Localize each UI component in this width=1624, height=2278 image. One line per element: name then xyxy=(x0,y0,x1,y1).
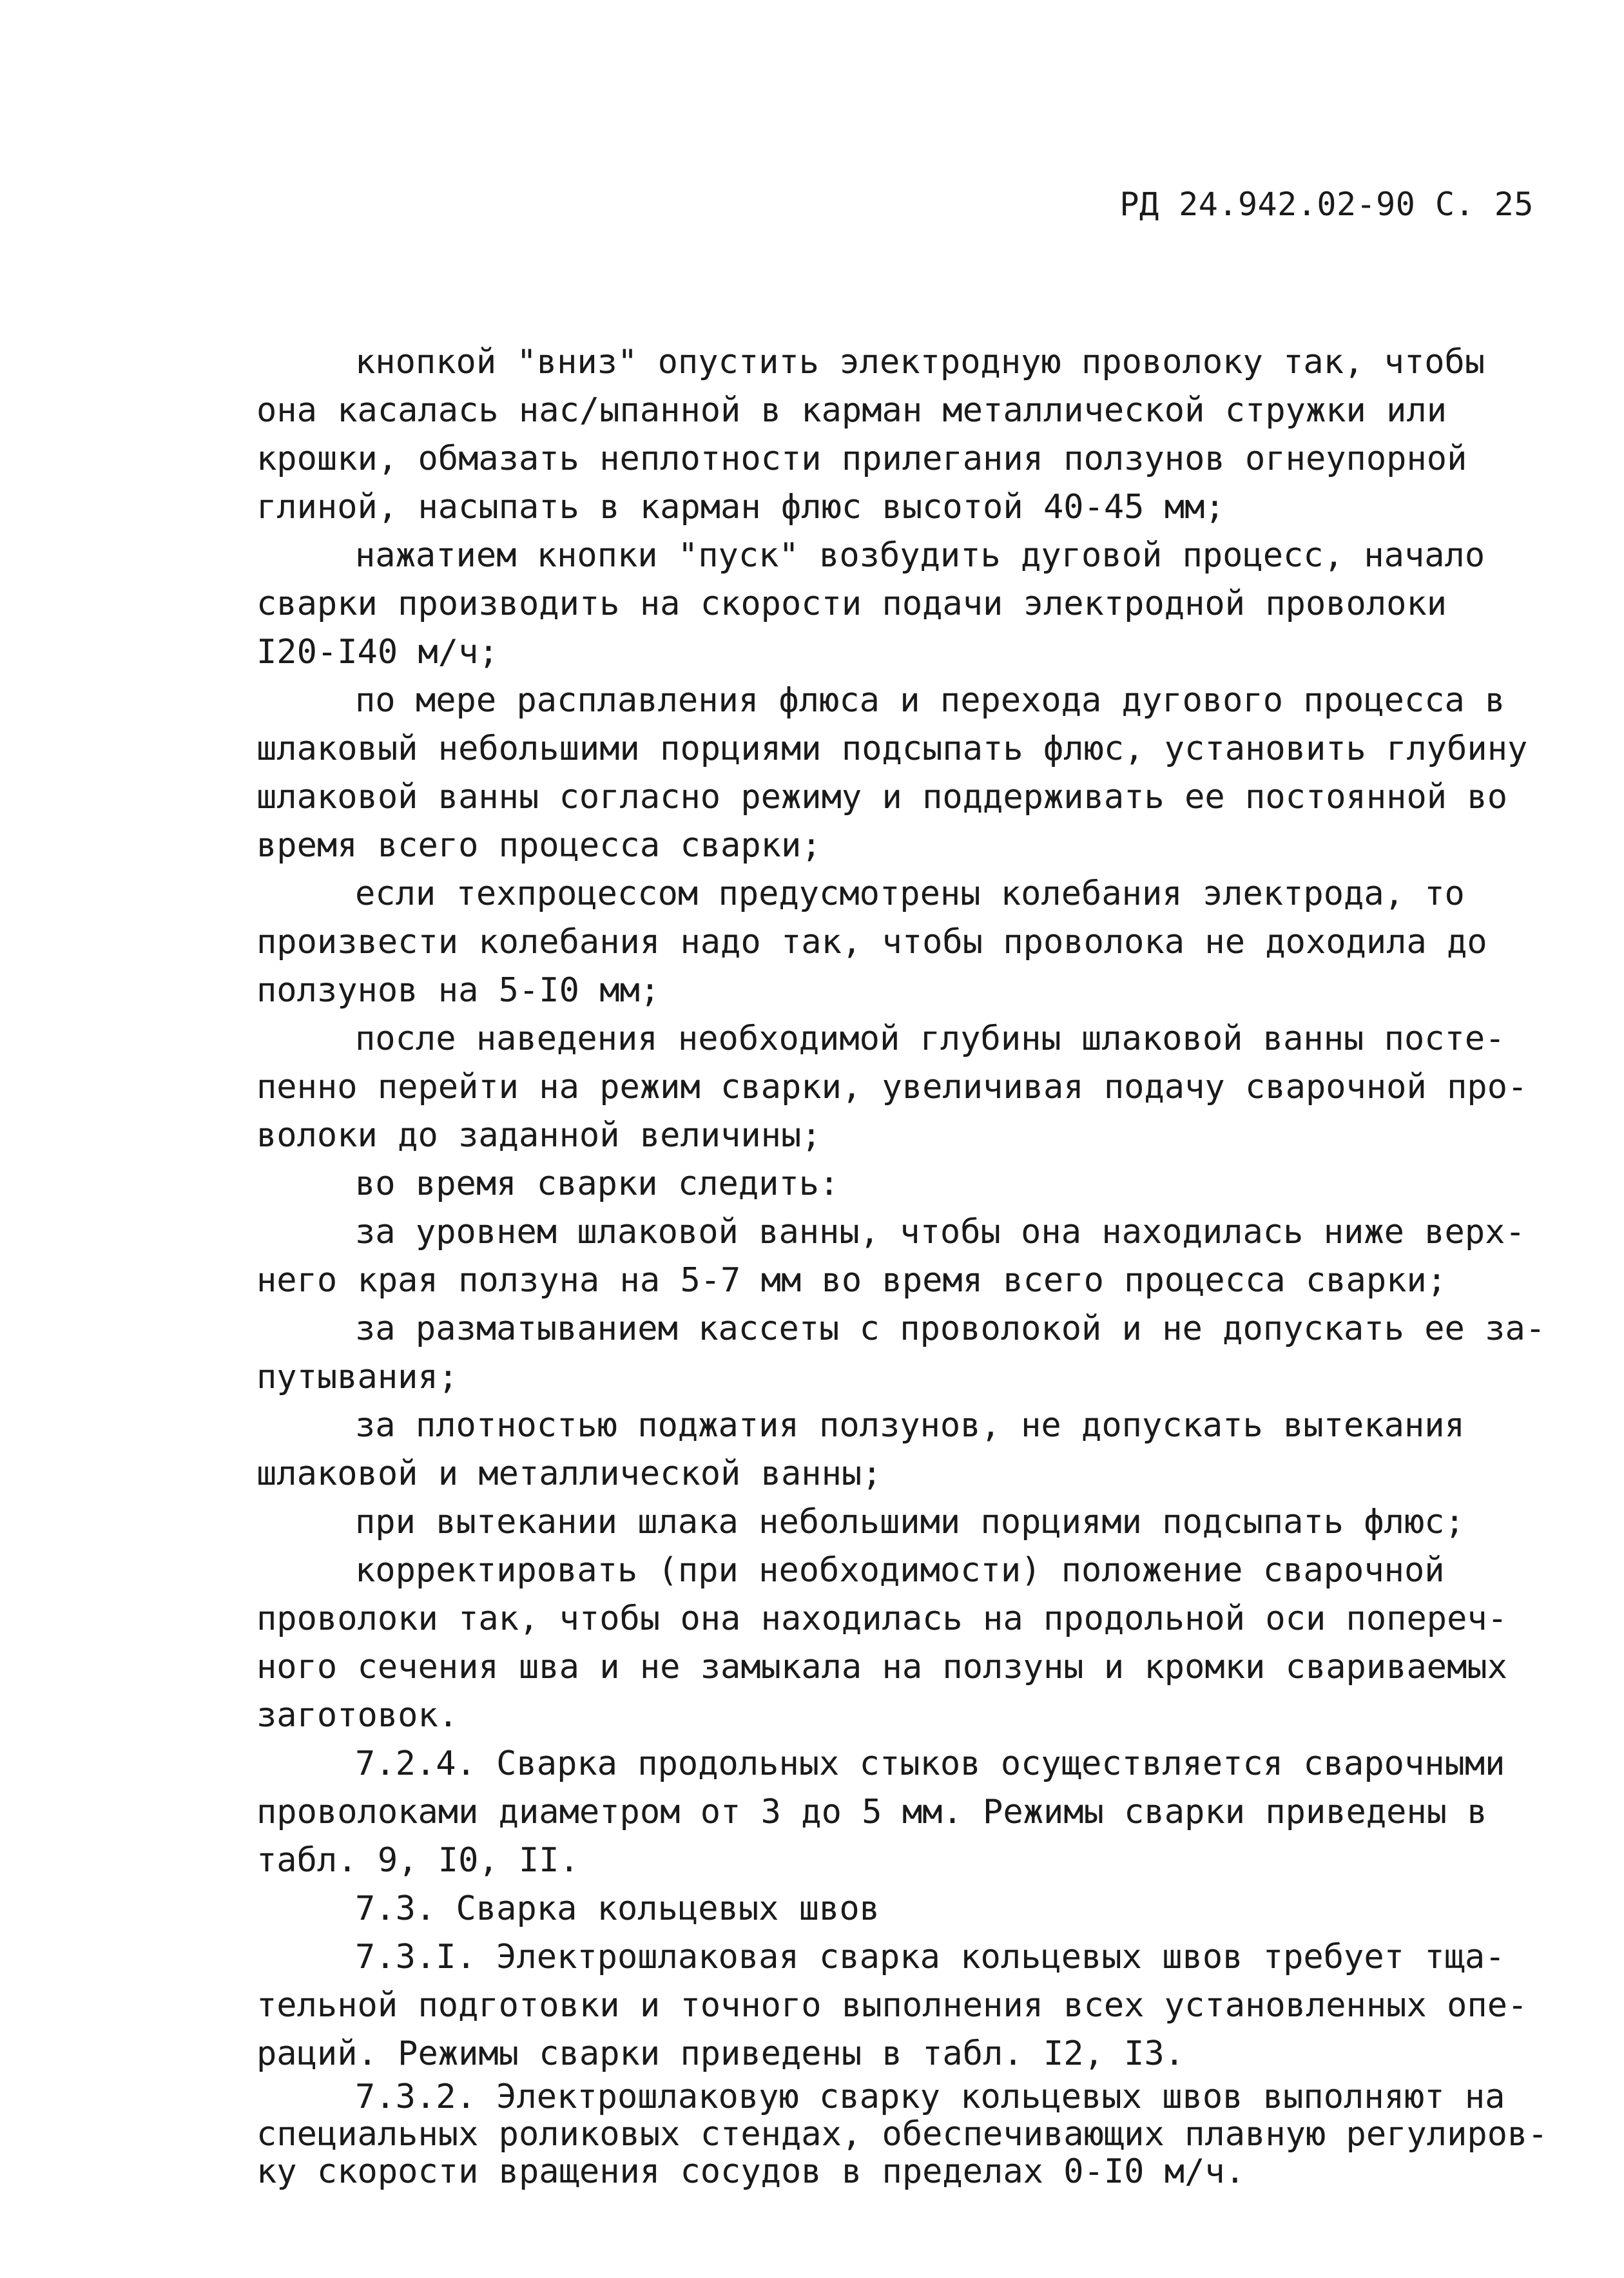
page-header-doc-ref: РД 24.942.02-90 С. 25 xyxy=(1119,186,1534,223)
text-line: специальных роликовых стендах, обеспечивающих плавную регулиров- xyxy=(256,2115,1548,2154)
text-line: кнопкой "вниз" опустить электродную проволоку так, чтобы xyxy=(355,343,1485,381)
text-line: она касалась нас∕ыпанной в карман металлической стружки или xyxy=(256,391,1447,430)
text-line: за разматыванием кассеты с проволокой и не допускать ее за- xyxy=(355,1309,1546,1348)
text-line: проволоки так, чтобы она находилась на продольной оси попереч- xyxy=(256,1599,1508,1638)
text-line: тельной подготовки и точного выполнения всех установленных опе- xyxy=(256,1986,1528,2025)
text-line: заготовок. xyxy=(256,1696,459,1735)
text-line: глиной, насыпать в карман флюс высотой 40-45 мм; xyxy=(256,488,1225,526)
text-line: 7.2.4. Сварка продольных стыков осуществляется сварочными xyxy=(355,1744,1505,1783)
text-line: ползунов на 5-I0 мм; xyxy=(256,971,661,1010)
text-line: ного сечения шва и не замыкала на ползуны и кромки свариваемых xyxy=(256,1648,1508,1686)
text-line: 7.3. Сварка кольцевых швов xyxy=(355,1889,880,1928)
text-line: шлаковый небольшими порциями подсыпать флюс, установить глубину xyxy=(256,729,1528,768)
text-line: волоки до заданной величины; xyxy=(256,1116,822,1155)
text-line: табл. 9, I0, II. xyxy=(256,1841,579,1880)
text-line: сварки производить на скорости подачи электродной проволоки xyxy=(256,584,1447,623)
text-line: пенно перейти на режим сварки, увеличивая подачу сварочной про- xyxy=(256,1068,1528,1106)
text-line: 7.3.I. Электрошлаковая сварка кольцевых швов требует тща- xyxy=(355,1938,1505,1976)
text-line: раций. Режимы сварки приведены в табл. I2, I3. xyxy=(256,2034,1185,2073)
text-line: время всего процесса сварки; xyxy=(256,826,822,865)
text-line: 7.3.2. Электрошлаковую сварку кольцевых швов выполняют на xyxy=(355,2078,1505,2116)
text-line: крошки, обмазать неплотности прилегания ползунов огнеупорной xyxy=(256,439,1467,478)
text-line: во время сварки следить: xyxy=(355,1164,840,1203)
text-line: корректировать (при необходимости) положение сварочной xyxy=(355,1551,1445,1590)
text-line: нажатием кнопки "пуск" возбудить дуговой процесс, начало xyxy=(355,536,1485,575)
text-line: ку скорости вращения сосудов в пределах 0-I0 м/ч. xyxy=(256,2152,1246,2191)
text-line: шлаковой ванны согласно режиму и поддерживать ее постоянной во xyxy=(256,778,1508,816)
text-line: путывания; xyxy=(256,1358,459,1396)
text-line: него края ползуна на 5-7 мм во время всего процесса сварки; xyxy=(256,1261,1447,1300)
document-body xyxy=(256,338,1552,2190)
text-line: если техпроцессом предусмотрены колебания электрода, то xyxy=(355,874,1465,913)
text-line: за плотностью поджатия ползунов, не допускать вытекания xyxy=(355,1406,1465,1445)
text-line: произвести колебания надо так, чтобы проволока не доходила до xyxy=(256,923,1487,961)
text-line: по мере расплавления флюса и перехода дугового процесса в xyxy=(355,681,1505,720)
text-line: I20-I40 м/ч; xyxy=(256,633,499,671)
text-line: шлаковой и металлической ванны; xyxy=(256,1454,882,1493)
text-line: за уровнем шлаковой ванны, чтобы она находилась ниже верх- xyxy=(355,1213,1525,1251)
text-line: после наведения необходимой глубины шлаковой ванны посте- xyxy=(355,1019,1505,1058)
text-line: при вытекании шлака небольшими порциями подсыпать флюс; xyxy=(355,1503,1465,1541)
text-line: проволоками диаметром от 3 до 5 мм. Режимы сварки приведены в xyxy=(256,1793,1487,1831)
